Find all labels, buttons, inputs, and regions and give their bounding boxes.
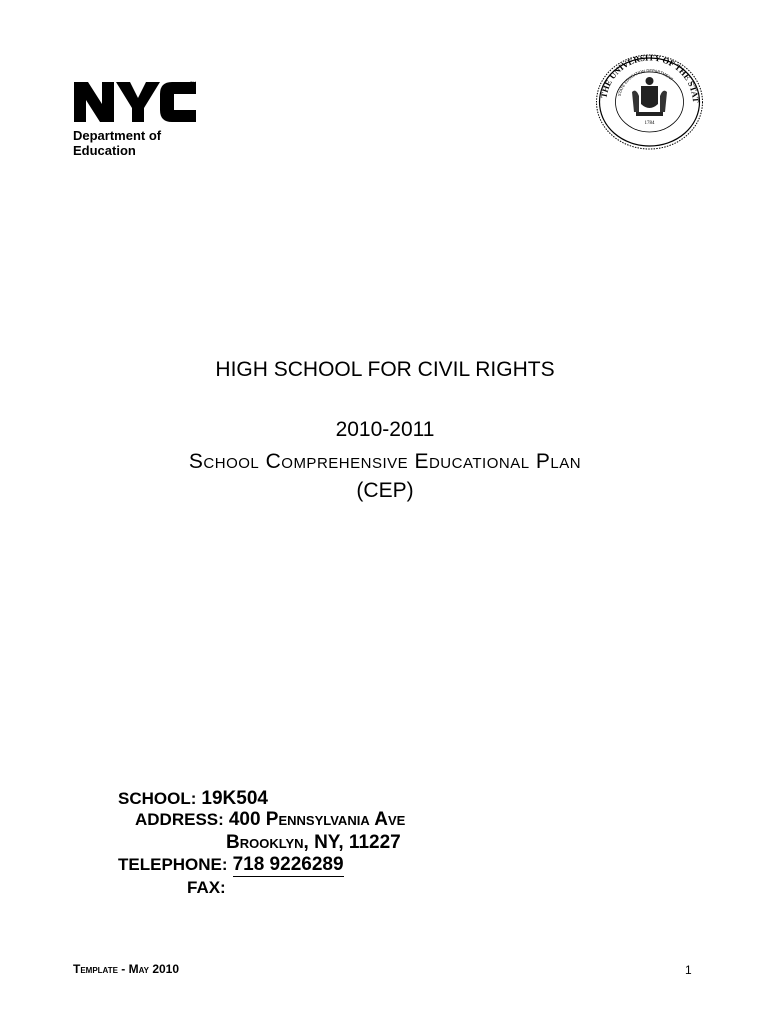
address-row-2 [226, 832, 401, 854]
plan-abbreviation-heading: (CEP) [356, 479, 414, 502]
seal-year: 1784 [644, 121, 655, 126]
school-year-heading: 2010-2011 [335, 418, 435, 441]
address-line-1: 400 Pennsylvania Ave [228, 809, 406, 830]
state-seal-image [592, 52, 707, 152]
plan-title-heading: School Comprehensive Educational Plan [188, 450, 582, 473]
school-row [118, 788, 268, 810]
seal-inner-text: STATE EDUCATION DEPARTMENT [616, 67, 675, 97]
seal-icon [592, 52, 707, 152]
school-name-heading: HIGH SCHOOL FOR CIVIL RIGHTS [215, 358, 555, 381]
nyc-logo-mark [72, 78, 198, 126]
trademark-mark: TM [190, 80, 196, 85]
fax-row [187, 877, 226, 898]
telephone-label: TELEPHONE: [118, 855, 228, 874]
fax-label: FAX: [187, 878, 226, 897]
address-line-2: Brooklyn, NY, 11227 [226, 832, 401, 853]
department-name [73, 128, 161, 158]
telephone-row [118, 854, 344, 876]
seal-outer-text: THE UNIVERSITY OF THE STAT [598, 52, 702, 104]
template-footer: Template - May 2010 [73, 962, 180, 976]
page-number: 1 [685, 963, 692, 977]
address-row [135, 809, 405, 831]
address-label: ADDRESS: [135, 810, 224, 829]
nyc-logo [72, 78, 202, 126]
school-code: 19K504 [201, 788, 268, 809]
department-line-1: Department of [73, 128, 162, 143]
school-label: SCHOOL: [118, 789, 197, 808]
telephone-number: 718 9226289 [232, 854, 344, 875]
department-line-2: Education [73, 143, 136, 158]
